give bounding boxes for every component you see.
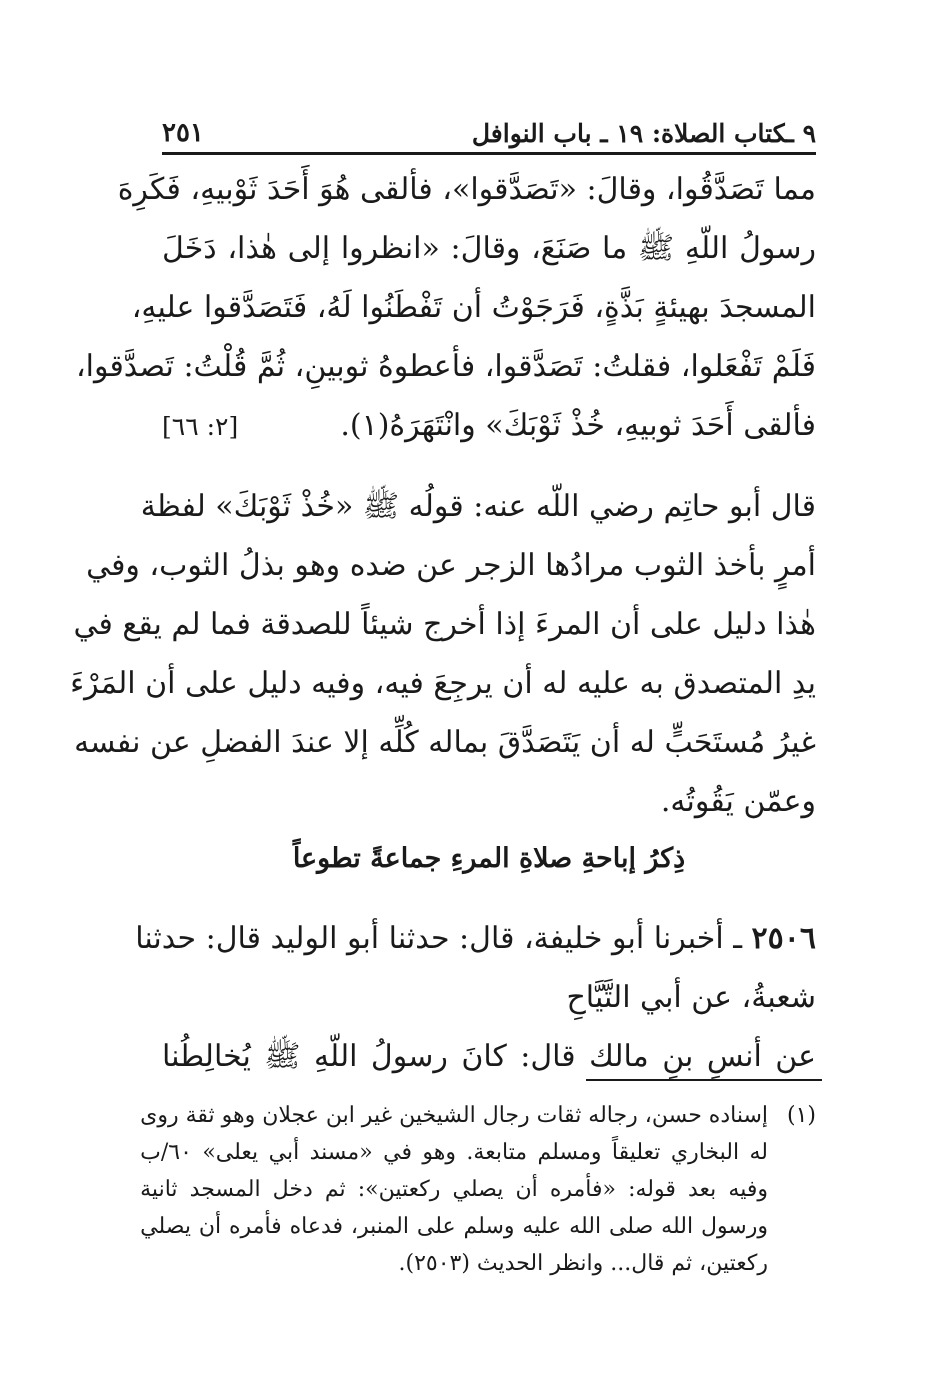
footnotes (140, 1097, 816, 1282)
hadith-matn-line: عن أنسِ بنِ مالك قال: كانَ رسولُ اللّهِ ﷺ يُخالِطُنا (162, 1039, 816, 1074)
commentary-paragraph (70, 477, 816, 831)
text-line: المسجدَ بهيئةٍ بَذَّةٍ، فَرَجَوْتُ أن تَفْطَنُوا لَهُ، فَتَصَدَّقوا عليهِ، (131, 290, 816, 325)
footnote-line: ركعتين، ثم قال... وانظر الحديث (٢٥٠٣). (398, 1251, 768, 1276)
footnote-line: ورسول الله صلى الله عليه وسلم على المنبر، فدعاه فأمره أن يصلي (140, 1214, 768, 1239)
text-line: وعمّن يَقُوتُه. (660, 784, 816, 819)
hadith-number: ٢٥٠٦ (751, 921, 816, 956)
page-number: ٢٥١ (162, 118, 204, 148)
footnote-text (140, 1097, 768, 1282)
footnote-line: إسناده حسن، رجاله ثقات رجال الشيخين غير ابن عجلان وهو ثقة روى (140, 1103, 768, 1128)
text-line-with-reference (162, 396, 816, 455)
paragraph-gap (162, 887, 816, 909)
cross-reference: [٢: ٦٦] (162, 412, 239, 441)
hadith-isnad-line: شعبةُ، عن أبي التَّيَّاحِ (566, 980, 816, 1015)
section-heading: ذِكرُ إباحةِ صلاةِ المرءِ جماعةً تطوعاً (292, 843, 686, 874)
text-line: فألقى أَحَدَ ثوبيهِ، خُذْ ثَوْبَكَ» وانْتَهَرَهُ(١). (340, 408, 816, 443)
text-line: يدِ المتصدق به عليه له أن يرجِعَ فيه، وفيه دليل على أن المَرْءَ (70, 666, 816, 701)
hadith-isnad-text: ـ أخبرنا أبو خليفة، قال: حدثنا أبو الوليد قال: حدثنا (135, 921, 752, 956)
hadith-entry (135, 909, 816, 1086)
hadith-text-paragraph (75, 160, 816, 455)
header-rule (162, 152, 816, 155)
footnote-1 (140, 1097, 816, 1282)
text-line: فَلَمْ تَفْعَلوا، فقلتُ: تَصَدَّقوا، فأعطوهُ ثوبينِ، ثُمَّ قُلْتُ: تَصدَّقوا، (75, 349, 816, 384)
footnote-rule (586, 1079, 822, 1081)
running-head (162, 104, 816, 148)
hadith-isnad-line (135, 909, 816, 968)
footnote-line: له البخاري تعليقاً ومسلم متابعة. وهو في «مسند أبي يعلى» ٦٠/ب (140, 1140, 768, 1165)
footnote-marker: (١) (786, 1103, 816, 1128)
text-line: هٰذا دليل على أن المرءَ إذا أخرج شيئاً للصدقة فما لم يقع في (73, 607, 816, 642)
main-text (70, 160, 816, 1086)
running-head-title: ٩ ـكتاب الصلاة: ١٩ ـ باب النوافل (471, 119, 816, 148)
paragraph-gap (162, 455, 816, 477)
footnote-line: وفيه بعد قوله: «فأمره أن يصلي ركعتين»: ثم دخل المسجد ثانية (140, 1177, 768, 1202)
text-line: مما تَصَدَّقُوا، وقالَ: «تَصَدَّقوا»، فألقى هُوَ أَحَدَ ثَوْبيهِ، فَكَرِهَ (117, 172, 816, 207)
text-line: رسولُ اللّهِ ﷺ ما صَنَعَ، وقالَ: «انظروا إلى هٰذا، دَخَلَ (162, 231, 816, 266)
text-line: قال أبو حاتِم رضي اللّه عنه: قولُه ﷺ «خُذْ ثَوْبَكَ» لفظة (140, 489, 816, 524)
text-line: أمرٍ بأخذ الثوب مرادُها الزجر عن ضده وهو بذلُ الثوب، وفي (86, 548, 816, 583)
text-line: غيرُ مُستَحَبٍّ له أن يَتَصَدَّقَ بماله كُلِّه إلا عندَ الفضلِ عن نفسه (74, 725, 816, 760)
